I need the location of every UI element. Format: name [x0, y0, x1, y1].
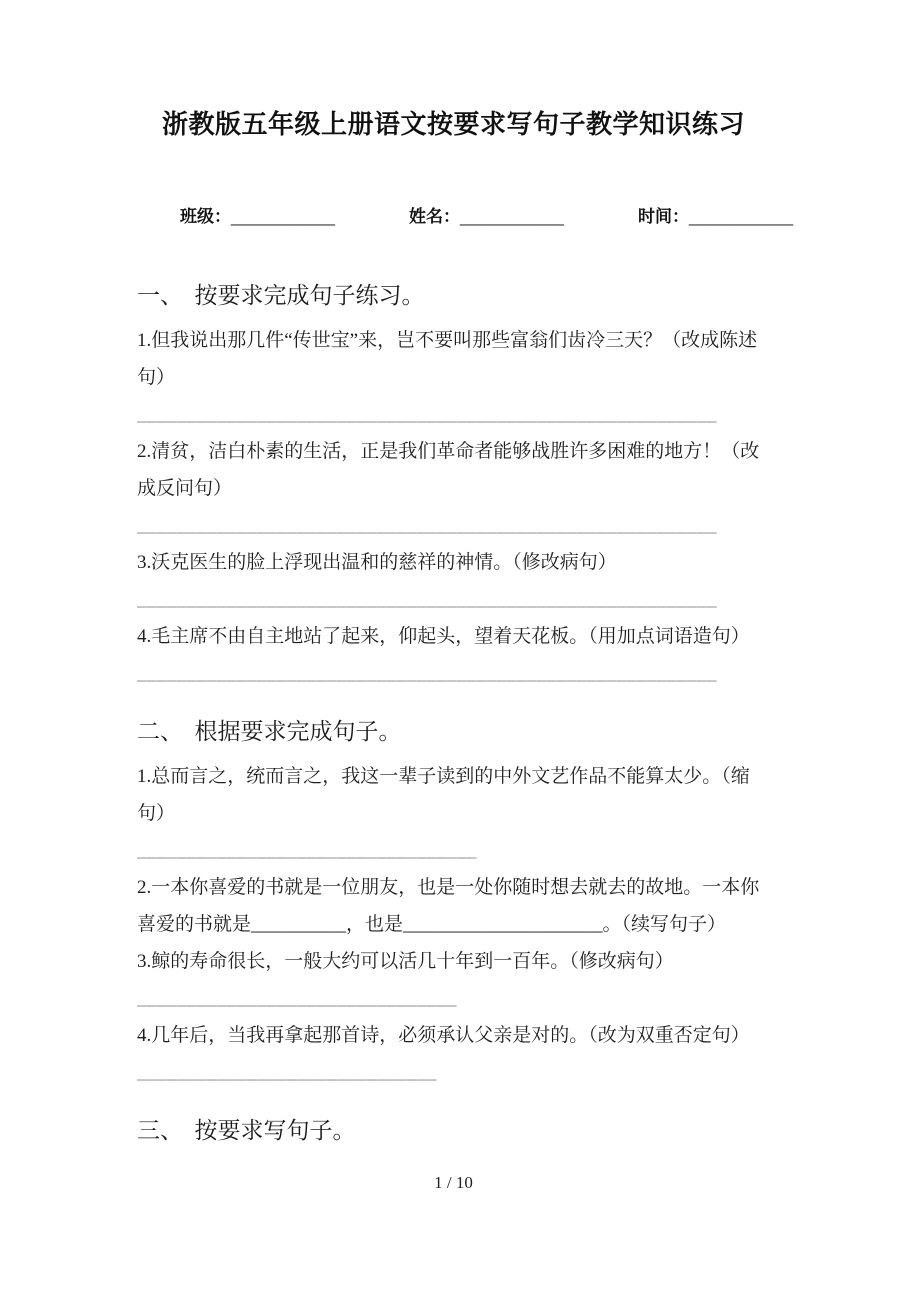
header-fields — [137, 204, 794, 230]
section-1-question-1: 1.但我说出那几件“传世宝”来，岂不要叫那些富翁们齿冷三天？（改成陈述句） — [137, 330, 758, 388]
section-2-answer-blank-4: ______________________________ — [137, 1062, 437, 1083]
date-field — [638, 204, 793, 230]
section-2-heading: 二、 根据要求完成句子。 — [137, 719, 402, 744]
class-field — [180, 204, 335, 230]
page-number: 1 / 10 — [434, 1173, 473, 1192]
name-label: 姓名： — [409, 207, 461, 226]
name-blank: ___________ — [460, 207, 565, 226]
section-1-answer-blank-2: __________________________________________________________ — [137, 515, 717, 536]
class-label: 班级： — [180, 207, 231, 226]
section-1-answer-blank-3: __________________________________________________________ — [137, 589, 717, 610]
name-field — [409, 204, 564, 230]
section-2-question-4: 4.几年后，当我再拿起那首诗，必须承认父亲是对的。（改为双重否定句） — [137, 1025, 750, 1046]
section-1-answer-blank-4: __________________________________________________________ — [137, 663, 717, 684]
section-1-heading: 一、 按要求完成句子练习。 — [137, 283, 425, 308]
section-2-answer-blank-3: ________________________________ — [137, 988, 457, 1009]
section-2-question-3: 3.鲸的寿命很长，一般大约可以活几十年到一百年。（修改病句） — [137, 951, 674, 972]
section-2-question-1: 1.总而言之，统而言之，我这一辈子读到的中外文艺作品不能算太少。（缩句） — [137, 766, 750, 824]
page-title: 浙教版五年级上册语文按要求写句子教学知识练习 — [161, 109, 745, 139]
date-blank: ___________ — [689, 207, 794, 226]
section-1-question-2: 2.清贫，洁白朴素的生活，正是我们革命者能够战胜许多困难的地方！（改成反问句） — [137, 441, 760, 499]
section-3-heading: 三、 按要求写句子。 — [137, 1118, 356, 1143]
section-2-question-2: 2.一本你喜爱的书就是一位朋友，也是一处你随时想去就去的故地。一本你喜爱的书就是__________，也是_____________________。（续写句子） — [137, 877, 760, 935]
date-label: 时间： — [638, 207, 690, 226]
section-1-question-4: 4.毛主席不由自主地站了起来，仰起头，望着天花板。（用加点词语造句） — [137, 626, 750, 647]
section-2-answer-blank-1: __________________________________ — [137, 840, 477, 861]
section-1-question-3: 3.沃克医生的脸上浮现出温和的慈祥的神情。（修改病句） — [137, 552, 617, 573]
class-blank: ___________ — [231, 207, 336, 226]
section-1-answer-blank-1: __________________________________________________________ — [137, 404, 717, 425]
